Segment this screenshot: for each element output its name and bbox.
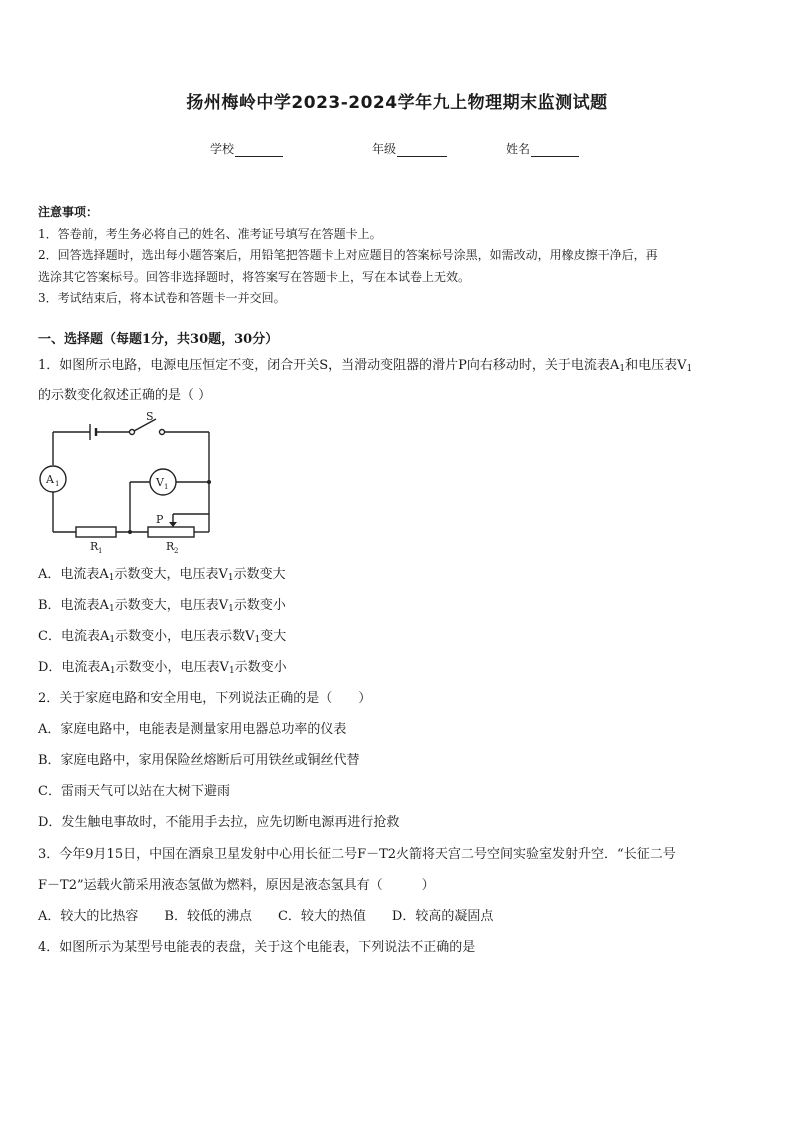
q2-stem: 2．关于家庭电路和安全用电，下列说法正确的是（ ） xyxy=(38,691,372,706)
label-voltmeter-sub: 1 xyxy=(164,483,169,491)
grade-blank xyxy=(397,144,447,157)
grade-field xyxy=(372,140,447,157)
q2-option-b: B．家庭电路中，家用保险丝熔断后可用铁丝或铜丝代替 xyxy=(38,753,360,768)
switch-contact-left xyxy=(130,430,135,435)
label-r1: R xyxy=(90,540,99,553)
exam-title: 扬州梅岭中学2023-2024学年九上物理期末监测试题 xyxy=(186,93,608,113)
notes-heading: 注意事项： xyxy=(38,205,99,219)
q1-stem-line1 xyxy=(38,354,692,374)
label-switch-s: S xyxy=(146,410,154,423)
q2-option-a: A．家庭电路中，电能表是测量家用电器总功率的仪表 xyxy=(38,722,347,737)
label-ammeter-sub: 1 xyxy=(55,480,60,488)
name-label: 姓名 xyxy=(506,142,531,156)
notes-item: 3．考试结束后，将本试卷和答题卡一并交回。 xyxy=(38,291,286,305)
q1-option-d: D．电流表$A_1$示数变小，电压表$V_1$示数变小 xyxy=(38,660,287,676)
label-ammeter: A xyxy=(46,473,54,486)
student-info-row xyxy=(0,140,794,160)
q1-stem-sub-b: 1 xyxy=(686,364,693,374)
q1-stem-line2: 的示数变化叙述正确的是（ ） xyxy=(38,388,212,403)
grade-label: 年级 xyxy=(372,142,397,156)
q1-stem-text-b: 和电压表V xyxy=(625,358,687,373)
notes-item: 2．回答选择题时，选出每小题答案后，用铅笔把答题卡上对应题目的答案标号涂黑，如需改动，用橡皮擦干净后，再 xyxy=(38,248,658,262)
label-r2-sub: 2 xyxy=(174,547,179,555)
q3-option-c: C．较大的热值 xyxy=(277,909,366,924)
q3-option-a: A．较大的比热容 xyxy=(38,909,139,924)
label-r2: R xyxy=(166,540,175,553)
section-title: 一、选择题（每题1分，共30题，30分） xyxy=(38,332,279,347)
notes-item: 选涂其它答案标号。回答非选择题时，将答案写在答题卡上，写在本试卷上无效。 xyxy=(38,269,471,284)
label-voltmeter: V xyxy=(156,476,164,489)
label-slider-p: P xyxy=(156,513,164,526)
q2-option-d: D．发生触电事故时，不能用手去拉，应先切断电源再进行抢救 xyxy=(38,815,400,830)
notes-section xyxy=(38,202,758,310)
q1-option-a: A．电流表$A_1$示数变大，电压表$V_1$示数变大 xyxy=(38,567,286,583)
q3-stem-line1: 3．今年9月15日，中国在酒泉卫星发射中心用长征二号F－T2火箭将天宫二号空间实验室发射升空．“长征二号 xyxy=(38,847,676,862)
q3-option-d: D．较高的凝固点 xyxy=(391,909,494,924)
switch-contact-right xyxy=(160,430,165,435)
q3-options-row xyxy=(38,905,493,924)
q1-stem-sub-a: 1 xyxy=(619,364,626,374)
resistor-r2 xyxy=(148,527,194,537)
junction-dot-right xyxy=(207,480,211,484)
q1-option-c: C．电流表$A_1$示数变小，电压表示数$V_1$变大 xyxy=(38,629,287,645)
q1-option-b: B．电流表$A_1$示数变大，电压表$V_1$示数变小 xyxy=(38,598,286,614)
label-r1-sub: 1 xyxy=(98,547,103,555)
slider-p-arrow xyxy=(169,522,177,527)
junction-dot-bottom xyxy=(128,530,132,534)
name-field xyxy=(506,140,579,157)
q1-stem-text-a: 1．如图所示电路，电源电压恒定不变，闭合开关S，当滑动变阻器的滑片P向右移动时，关于电流表A xyxy=(38,358,620,373)
q3-stem-line2: F－T2”运载火箭采用液态氢做为燃料，原因是液态氢具有（ ） xyxy=(38,878,435,893)
q3-option-b: B．较低的沸点 xyxy=(164,909,252,924)
q2-option-c: C．雷雨天气可以站在大树下避雨 xyxy=(38,784,230,799)
school-field xyxy=(210,140,283,157)
name-blank xyxy=(531,144,579,157)
q4-stem: 4．如图所示为某型号电能表的表盘，关于这个电能表，下列说法不正确的是 xyxy=(38,940,476,955)
q1-circuit-diagram xyxy=(38,410,218,555)
resistor-r1 xyxy=(76,527,116,537)
school-blank xyxy=(235,144,283,157)
school-label: 学校 xyxy=(210,142,235,156)
notes-item: 1．答卷前，考生务必将自己的姓名、准考证号填写在答题卡上。 xyxy=(38,226,382,241)
